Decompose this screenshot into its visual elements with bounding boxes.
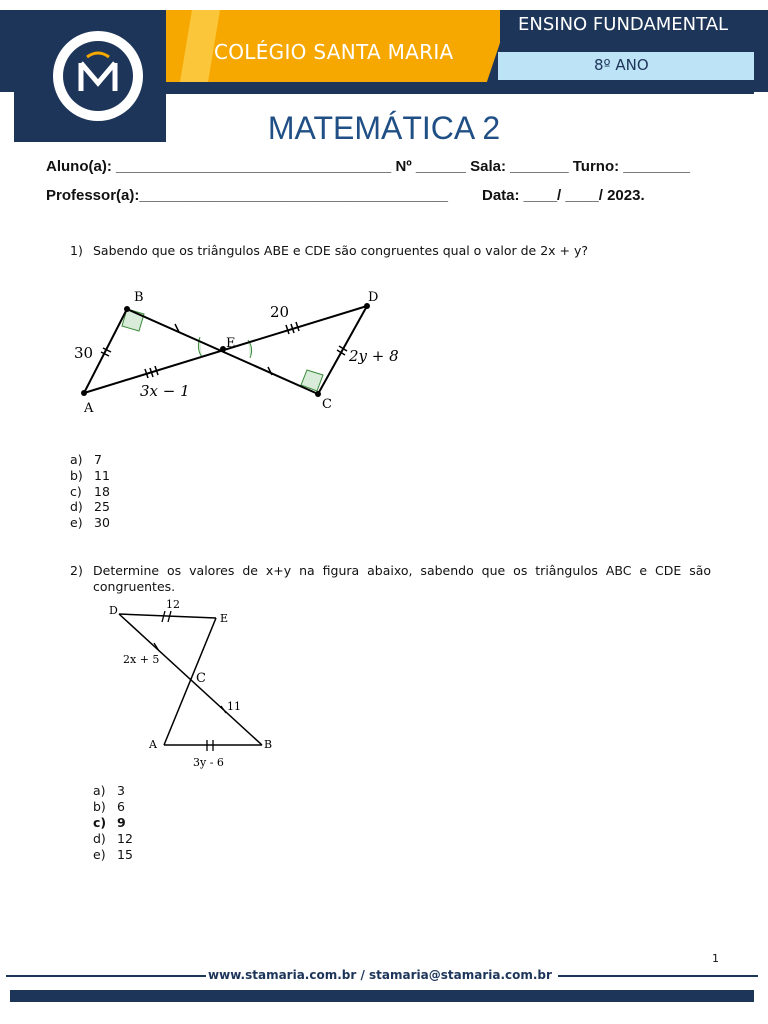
q2-triangles-diagram	[105, 596, 295, 772]
footer-contact: www.stamaria.com.br / stamaria@stamaria.com.br	[208, 968, 552, 982]
question-number: 2)	[70, 563, 83, 578]
question-text-line-1: Determine os valores de x+y na figura abaixo, sabendo que os triângulos ABC e CDE são	[93, 563, 712, 578]
q1-triangles-diagram	[60, 282, 420, 422]
logo-emblem	[63, 41, 133, 111]
q2-figure	[105, 596, 295, 772]
q1-label-e: E	[226, 336, 236, 351]
q2-label-e: E	[220, 612, 229, 625]
q1-label-a: A	[84, 401, 94, 416]
q1-option-e[interactable]: e) 30	[70, 515, 110, 530]
q2-label-a: A	[149, 738, 157, 751]
logo-monogram-icon	[63, 41, 133, 111]
q2-option-e[interactable]: e) 15	[93, 847, 133, 862]
q1-option-a[interactable]: a) 7	[70, 452, 102, 467]
q2-value-cb: 11	[227, 700, 241, 713]
q1-option-c[interactable]: c) 18	[70, 484, 110, 499]
question-text-line-2: congruentes.	[93, 579, 176, 594]
page-number: 1	[712, 952, 719, 965]
q1-label-d: D	[368, 290, 379, 305]
q2-label-b: B	[264, 738, 273, 751]
q1-value-ab: 30	[74, 344, 94, 362]
q1-value-dc: 2y + 8	[349, 347, 399, 365]
q2-label-d: D	[109, 604, 118, 617]
header-divider	[166, 92, 754, 94]
question-text: Sabendo que os triângulos ABE e CDE são congruentes qual o valor de 2x + y?	[93, 243, 588, 258]
q2-option-c[interactable]: c) 9	[93, 815, 126, 830]
teacher-field: Professor(a):_____________________________________	[46, 187, 449, 204]
school-name: COLÉGIO SANTA MARIA	[214, 40, 454, 64]
date-field: Data: ____/ ____/ 2023.	[482, 187, 645, 204]
q1-option-b[interactable]: b) 11	[70, 468, 110, 483]
subject-title: MATEMÁTICA 2	[267, 110, 501, 146]
question-number: 1)	[70, 243, 83, 258]
q2-option-d[interactable]: d) 12	[93, 831, 133, 846]
q1-option-d[interactable]: d) 25	[70, 499, 110, 514]
footer-rule-right	[558, 975, 758, 977]
q2-option-b[interactable]: b) 6	[93, 799, 125, 814]
education-level: ENSINO FUNDAMENTAL	[518, 14, 729, 35]
q2-label-c: C	[196, 671, 206, 686]
q2-value-dc: 2x + 5	[123, 653, 160, 666]
q1-figure	[60, 282, 420, 422]
q1-label-c: C	[322, 397, 332, 412]
q2-value-ab: 3y - 6	[193, 756, 224, 769]
q1-value-ed: 20	[270, 303, 290, 321]
footer-bar	[10, 990, 754, 1002]
grade-label: 8º ANO	[594, 56, 649, 74]
q2-value-de: 12	[166, 598, 180, 611]
q2-option-a[interactable]: a) 3	[93, 783, 125, 798]
student-info-line: Aluno(a): _________________________________ Nº ______ Sala: _______ Turno: ________	[46, 158, 691, 175]
q1-value-ae: 3x − 1	[140, 382, 190, 400]
q1-label-b: B	[134, 290, 144, 305]
